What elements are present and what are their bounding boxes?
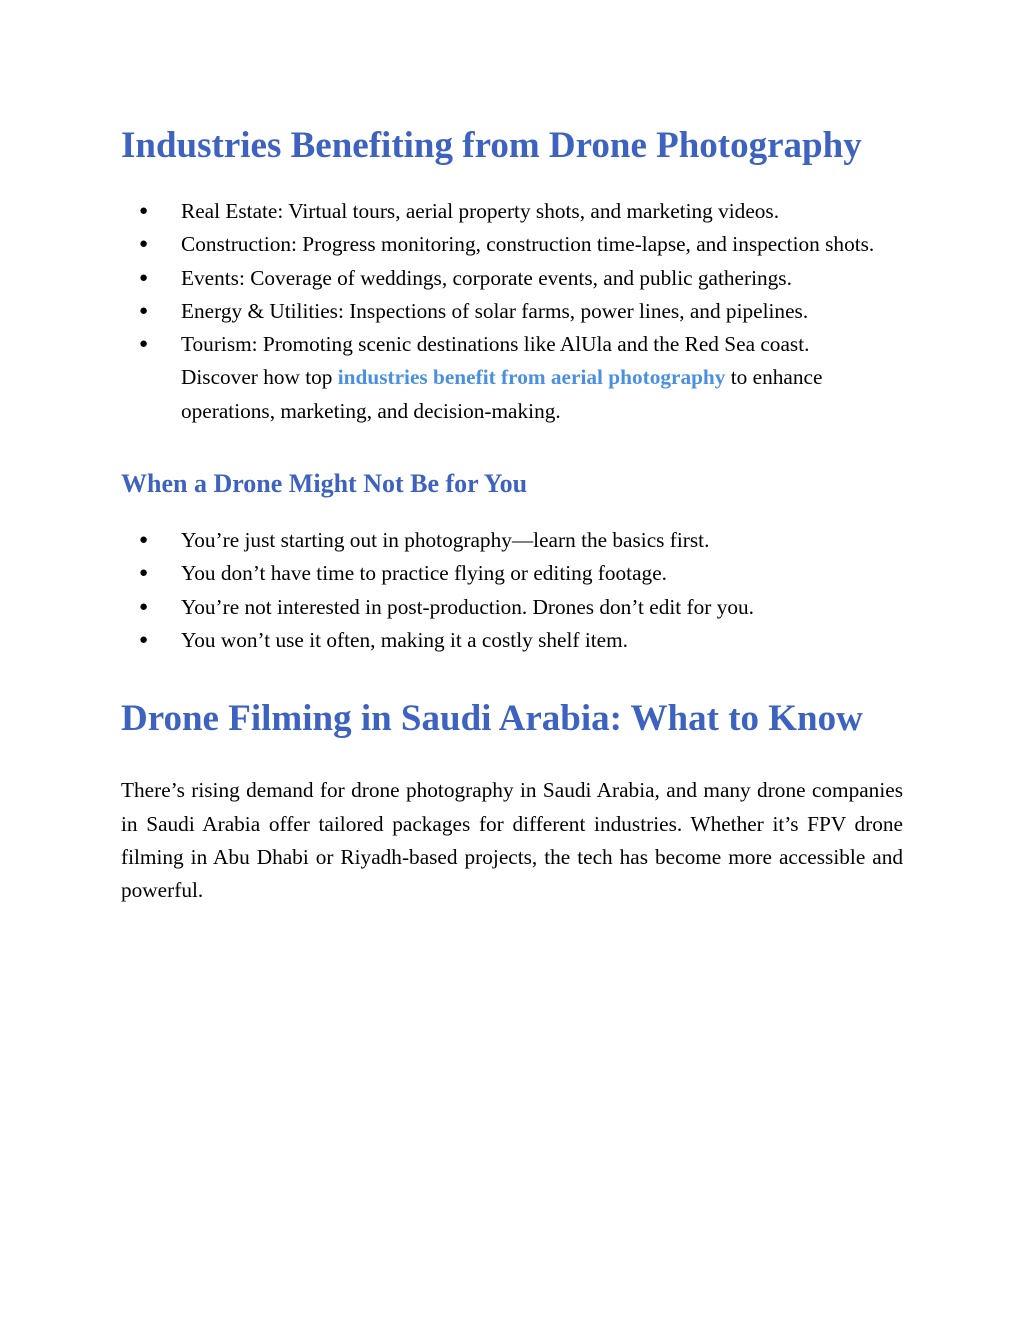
list-item-text: Construction: Progress monitoring, construction time-lapse, and inspection shots. <box>181 232 875 257</box>
section-heading-not-for-you: When a Drone Might Not Be for You <box>121 469 528 499</box>
bullet-icon: ● <box>139 203 149 219</box>
list-item <box>121 524 903 557</box>
list-item <box>121 557 903 590</box>
list-item <box>121 624 903 657</box>
list-item-text: You don’t have time to practice flying or editing footage. <box>181 561 667 586</box>
list-item-text: You’re just starting out in photography—learn the basics first. <box>181 528 710 553</box>
bullet-icon: ● <box>139 302 149 319</box>
list-item <box>121 591 903 624</box>
list-item-text: Real Estate: Virtual tours, aerial property shots, and marketing videos. <box>181 199 780 223</box>
industries-list <box>121 195 903 361</box>
bullet-icon: ● <box>139 598 149 615</box>
list-item-text: Events: Coverage of weddings, corporate events, and public gatherings. <box>181 265 792 290</box>
list-item <box>121 295 903 328</box>
bullet-icon: ● <box>139 336 149 353</box>
bullet-icon: ● <box>139 565 149 582</box>
note-text-before: Discover how top <box>181 365 338 390</box>
bullet-icon: ● <box>139 236 149 253</box>
bullet-icon: ● <box>139 532 149 549</box>
list-item-text: You won’t use it often, making it a costly shelf item. <box>181 627 629 652</box>
list-item <box>121 195 903 228</box>
saudi-arabia-paragraph: There’s rising demand for drone photography in Saudi Arabia, and many drone companies in Saudi Arabia offer tailored packages for different industries. Whether it’s FPV drone filming in Abu Dhabi or Riyadh-based projects, the tech has become more accessible and powerful. <box>121 778 903 903</box>
list-item-text: You’re not interested in post-production. Drones don’t edit for you. <box>181 594 754 619</box>
discover-note <box>121 361 903 428</box>
note-text-after: to enhance operations, marketing, and decision-making. <box>181 365 823 423</box>
section-heading-saudi-arabia: Drone Filming in Saudi Arabia: What to Know <box>121 698 863 740</box>
list-item-text: Tourism: Promoting scenic destinations like AlUla and the Red Sea coast. <box>181 332 810 357</box>
section-heading-industries: Industries Benefiting from Drone Photography <box>121 125 862 166</box>
bullet-icon: ● <box>139 631 149 648</box>
list-item <box>121 328 903 361</box>
industries-link[interactable]: industries benefit from aerial photography <box>337 365 726 390</box>
not-for-you-list <box>121 524 903 657</box>
list-item-text: Energy & Utilities: Inspections of solar farms, power lines, and pipelines. <box>181 298 809 323</box>
document-page <box>121 0 903 907</box>
list-item <box>121 228 903 261</box>
list-item <box>121 262 903 295</box>
bullet-icon: ● <box>139 269 149 286</box>
